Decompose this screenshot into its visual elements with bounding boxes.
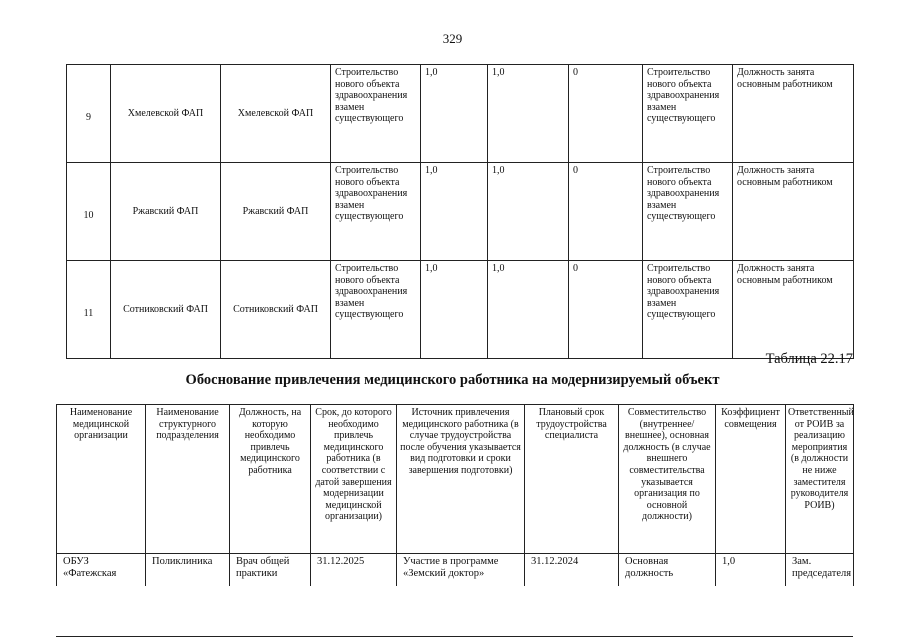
planned-action: Строительство нового объекта здравоохранения взамен существующего — [331, 163, 421, 261]
table-row — [67, 65, 854, 163]
planned-action-2: Строительство нового объекта здравоохранения взамен существующего — [643, 261, 733, 359]
planned-action: Строительство нового объекта здравоохранения взамен существующего — [331, 65, 421, 163]
table-cell: Поликлиника — [146, 554, 230, 587]
row-number: 10 — [67, 163, 111, 261]
unit-name: Ржавский ФАП — [221, 163, 331, 261]
row-number: 9 — [67, 65, 111, 163]
rate-value-1: 1,0 — [421, 65, 488, 163]
unit-name: Сотниковский ФАП — [221, 261, 331, 359]
position-note: Должность занята основным работником — [733, 65, 854, 163]
rate-value-2: 1,0 — [488, 65, 569, 163]
planned-action-2: Строительство нового объекта здравоохранения взамен существующего — [643, 65, 733, 163]
table-cell: Основная должность — [619, 554, 716, 587]
table-cell: ОБУЗ «Фатежская — [57, 554, 146, 587]
page-number: 329 — [442, 31, 463, 46]
table-cell: Зам. председателя — [786, 554, 854, 587]
organization-name: Сотниковский ФАП — [111, 261, 221, 359]
table-cell: Врач общей практики — [230, 554, 311, 587]
rate-value-2: 1,0 — [488, 163, 569, 261]
table-cell: 31.12.2024 — [525, 554, 619, 587]
table-cell: Участие в программе «Земский доктор» — [397, 554, 525, 587]
column-header: Наименование структурного подразделения — [146, 405, 230, 554]
column-header: Плановый срок трудоустройства специалиста — [525, 405, 619, 554]
table-label: Таблица 22.17 — [765, 351, 853, 367]
row-number: 11 — [67, 261, 111, 359]
rate-value-2: 1,0 — [488, 261, 569, 359]
organization-name: Хмелевской ФАП — [111, 65, 221, 163]
rate-value-1: 1,0 — [421, 261, 488, 359]
column-header: Совместительство (внутреннее/внешнее), основная должность (в случае внешнего совместительства указывается организация по основной должности) — [619, 405, 716, 554]
unit-name: Хмелевской ФАП — [221, 65, 331, 163]
column-header: Должность, на которую необходимо привлечь медицинского работника — [230, 405, 311, 554]
rate-value-3: 0 — [569, 163, 643, 261]
table-cell: 31.12.2025 — [311, 554, 397, 587]
facilities-table — [66, 64, 854, 359]
staffing-table — [56, 404, 854, 586]
column-header: Ответственный от РОИВ за реализацию мероприятия (в должности не ниже заместителя руководителя РОИВ) — [786, 405, 854, 554]
column-header: Наименование медицинской организации — [57, 405, 146, 554]
column-header: Срок, до которого необходимо привлечь медицинского работника (в соответствии с датой завершения модернизации медицинской организации) — [311, 405, 397, 554]
organization-name: Ржавский ФАП — [111, 163, 221, 261]
table-row — [67, 163, 854, 261]
section-heading: Обоснование привлечения медицинского работника на модернизируемый объект — [185, 372, 720, 388]
position-note: Должность занята основным работником — [733, 163, 854, 261]
position-note: Должность занята основным работником — [733, 261, 854, 359]
table-row — [67, 261, 854, 359]
rate-value-1: 1,0 — [421, 163, 488, 261]
column-header: Коэффициент совмещения — [716, 405, 786, 554]
planned-action-2: Строительство нового объекта здравоохранения взамен существующего — [643, 163, 733, 261]
table-row — [57, 554, 854, 587]
table-cell: 1,0 — [716, 554, 786, 587]
page-bottom-rule — [56, 636, 853, 637]
rate-value-3: 0 — [569, 65, 643, 163]
rate-value-3: 0 — [569, 261, 643, 359]
column-header: Источник привлечения медицинского работника (в случае трудоустройства после обучения указывается вид подготовки и сроки завершения подготовки) — [397, 405, 525, 554]
planned-action: Строительство нового объекта здравоохранения взамен существующего — [331, 261, 421, 359]
